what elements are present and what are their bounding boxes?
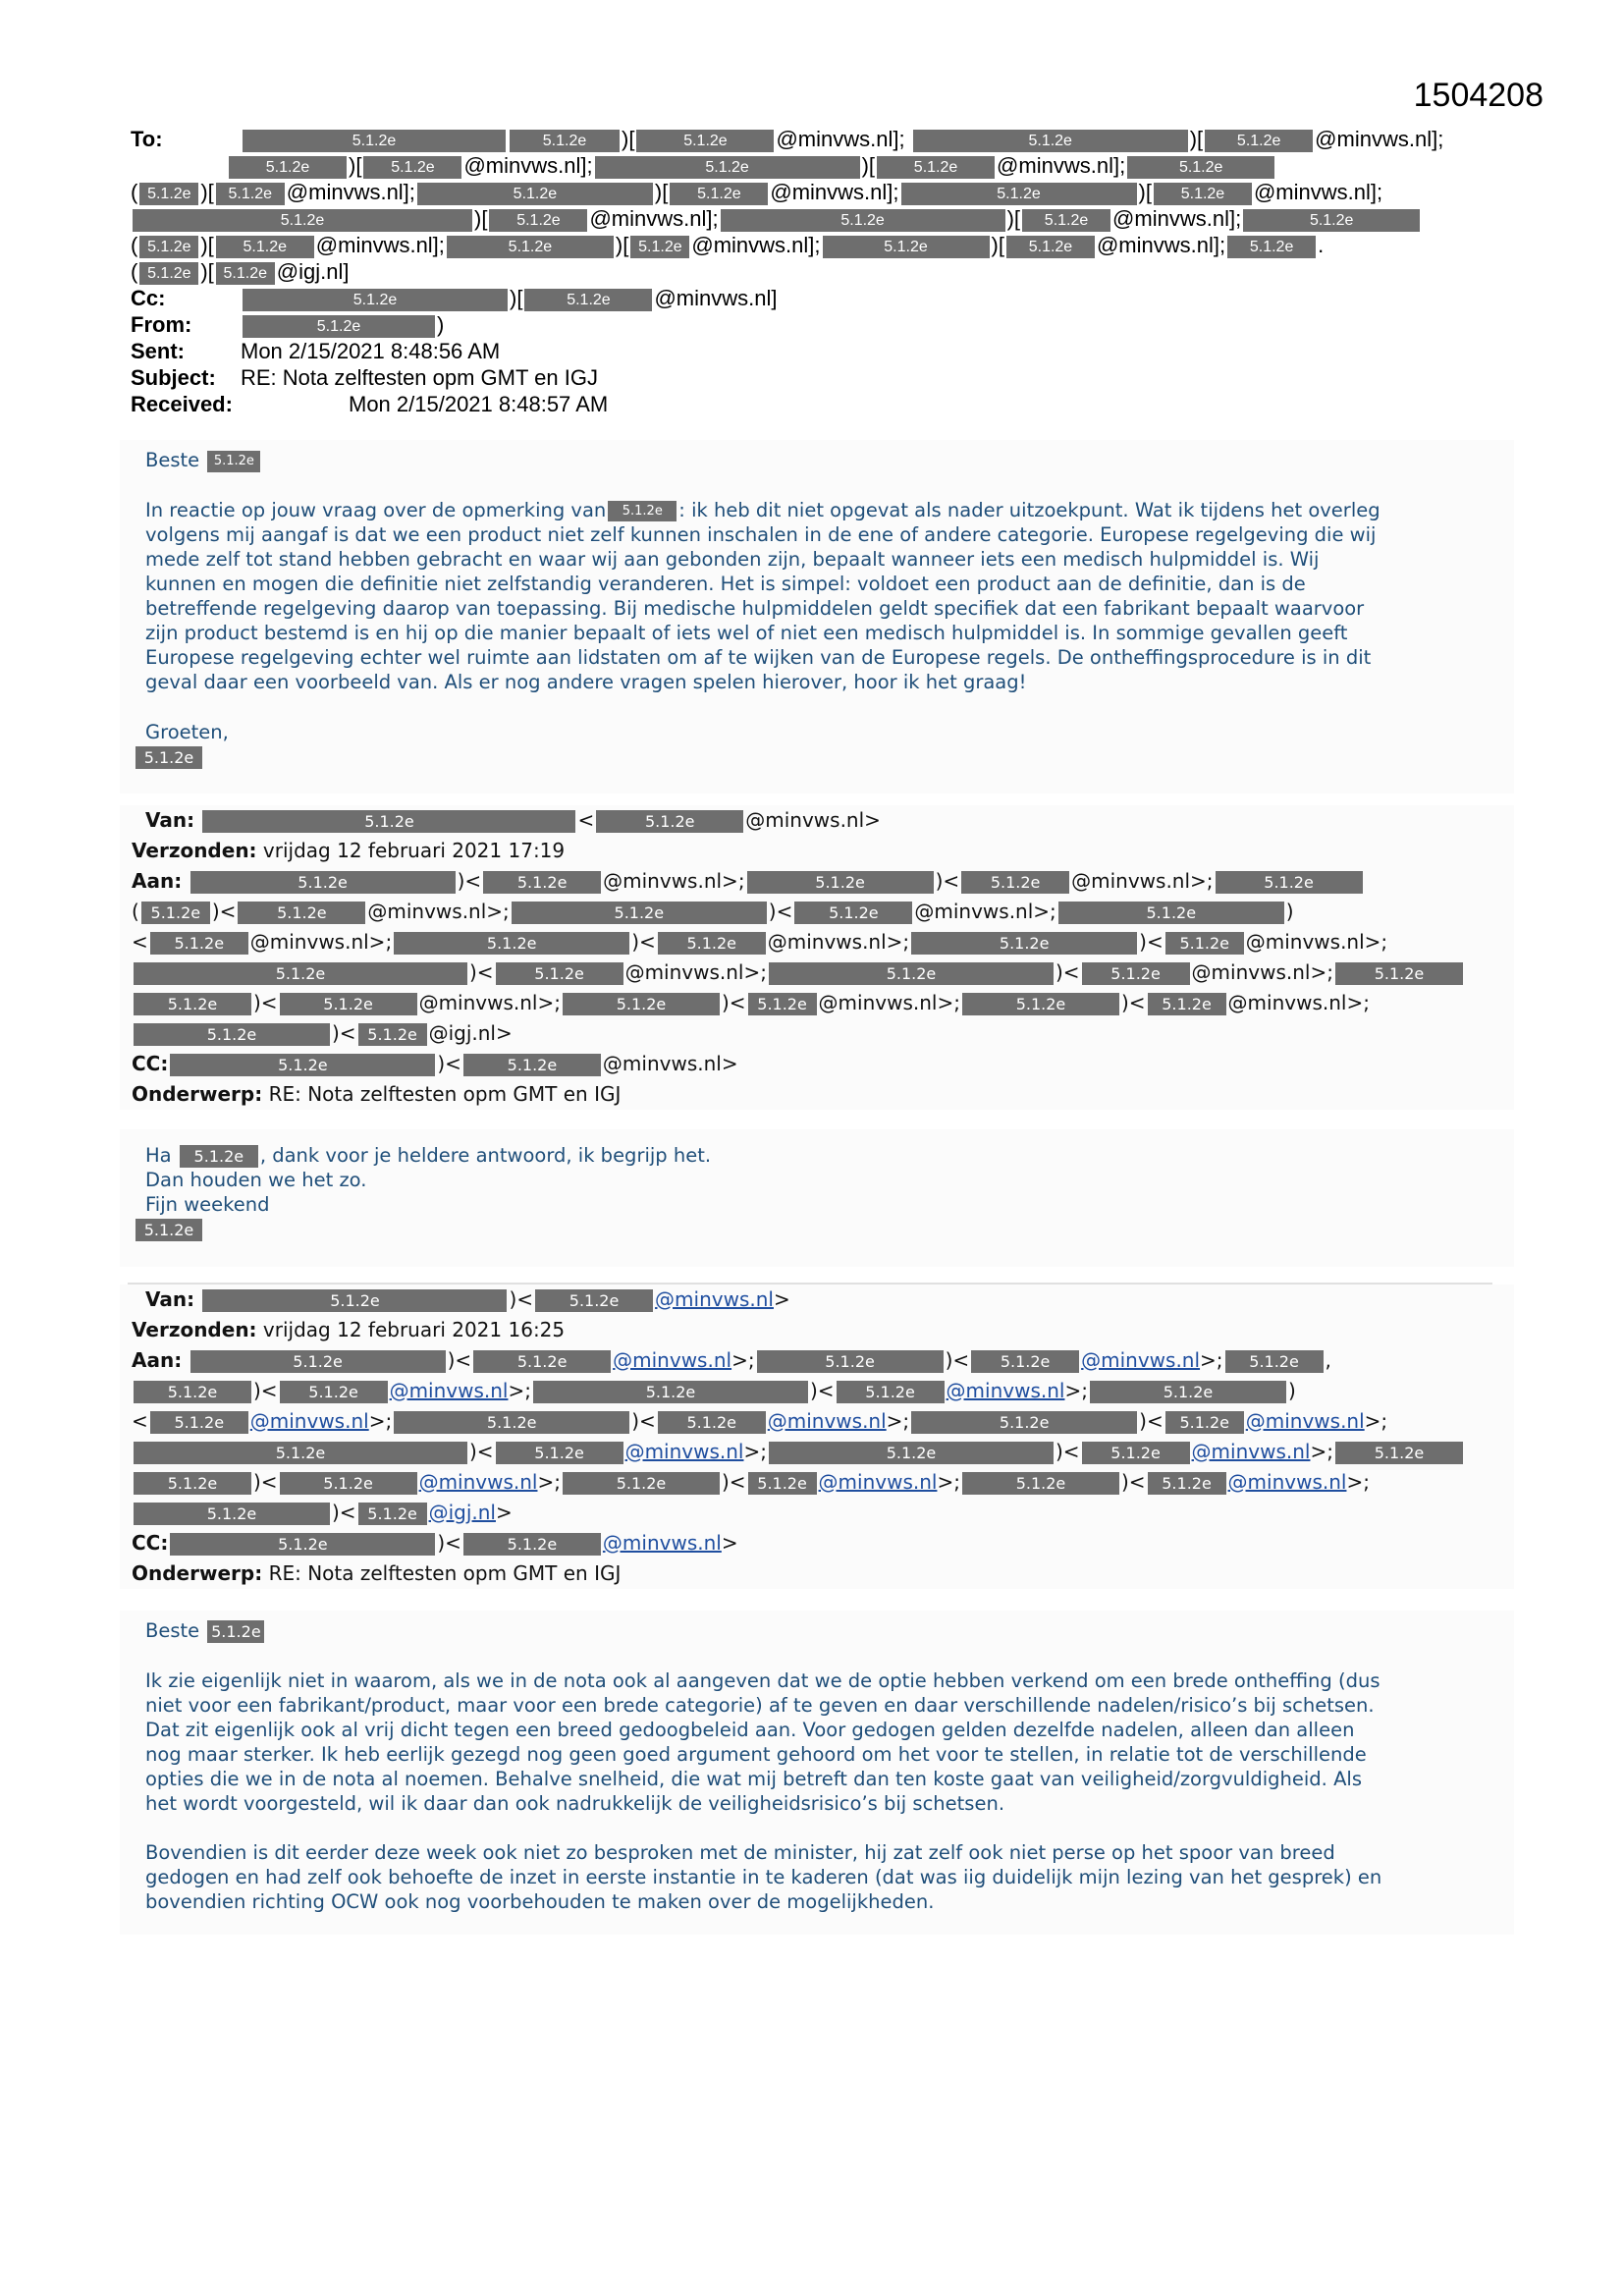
received-label: Received: bbox=[131, 392, 233, 416]
closing: Groeten, bbox=[145, 721, 229, 743]
redaction: 5.1.2e bbox=[202, 1289, 507, 1312]
message-body-2 bbox=[120, 1129, 1514, 1267]
redaction: 5.1.2e bbox=[496, 962, 623, 985]
email-domain: @minvws.nl]; bbox=[315, 233, 445, 257]
onderwerp-value: RE: Nota zelftesten opm GMT en IGJ bbox=[268, 1561, 622, 1585]
body-text: In reactie op jouw vraag over de opmerking van bbox=[145, 499, 607, 521]
redaction: 5.1.2e bbox=[134, 1381, 251, 1403]
email-domain: @minvws.nl]; bbox=[1112, 206, 1242, 231]
redaction: 5.1.2e bbox=[1243, 209, 1420, 232]
redaction: 5.1.2e bbox=[1058, 902, 1284, 924]
sent-label: Sent: bbox=[131, 339, 185, 363]
email-link[interactable]: @minvws.nl bbox=[767, 1409, 887, 1433]
email-domain: @minvws.nl]; bbox=[1315, 127, 1444, 151]
redaction: 5.1.2e bbox=[901, 183, 1137, 205]
body-text: zijn product bestemd is en hij op die manier bepaalt of iets wel of niet een medisch hulpmiddel is. In sommige gevallen geeft bbox=[145, 622, 1348, 644]
email-link[interactable]: @minvws.nl bbox=[1081, 1348, 1201, 1372]
email-domain: @minvws.nl>; bbox=[1071, 869, 1214, 893]
redaction: 5.1.2e bbox=[563, 993, 720, 1015]
redaction: 5.1.2e bbox=[134, 962, 467, 985]
redaction: 5.1.2e bbox=[150, 1411, 248, 1434]
redaction: 5.1.2e bbox=[496, 1442, 623, 1464]
redaction: 5.1.2e bbox=[394, 1411, 629, 1434]
redaction: 5.1.2e bbox=[133, 209, 472, 232]
verzonden-label: Verzonden: bbox=[132, 839, 257, 862]
email-link[interactable]: @minvws.nl bbox=[249, 1409, 369, 1433]
sent-row bbox=[131, 338, 1505, 364]
redaction: 5.1.2e bbox=[463, 1054, 601, 1076]
onderwerp-label: Onderwerp: bbox=[132, 1082, 263, 1106]
email-domain: @minvws.nl>; bbox=[249, 930, 393, 954]
redaction: 5.1.2e bbox=[139, 236, 198, 258]
redaction: 5.1.2e bbox=[595, 156, 860, 179]
redaction: 5.1.2e bbox=[139, 183, 198, 205]
body-text: mede zelf tot stand hebben gebracht en waar wij aan gebonden zijn, bepaalt wanneer iets een medisch hulpmiddel is. Wij bbox=[145, 548, 1320, 571]
email-domain: @minvws.nl]; bbox=[997, 153, 1126, 178]
redaction: 5.1.2e bbox=[1082, 1442, 1190, 1464]
redaction: 5.1.2e bbox=[911, 1411, 1137, 1434]
redaction: 5.1.2e bbox=[877, 156, 995, 179]
received-row bbox=[131, 391, 1505, 417]
email-domain: @igj.nl] bbox=[276, 259, 350, 284]
forward-header-2: Van: 5.1.2e < 5.1.2e @minvws.nl> Verzonden: vrijdag 12 februari 2021 17:19 Aan: 5.1.2e )< 5.1.2e @minvws.nl>; 5.1.2e )< 5.1.2e @minvws.nl>; 5.1.2e ( 5.1.2e )< 5.1.2e @minvws.nl>; 5.1.2e )< 5.1.2e @minvws.nl>; 5.1.2e ) < 5.1.2e @minvws.nl>; 5.1.2e )< 5.1.2e @minvws.nl>; 5.1.2e )< 5.1.2e @minvws.nl>; 5.1.2e )< 5.1.2e @minvws.nl>; 5.1.2e )< 5.1.2e @minvws.nl>; 5.1.2e 5.1.2e )< 5.1.2e @minvws.nl>; 5.1.2e )< 5.1.2e @minvws.nl>; 5.1.2e )< 5.1.2e @minvws.nl>; 5.1.2e )< 5.1.2e @igj.nl> CC: 5.1.2e )< 5.1.2e @minvws.nl> Onderwerp: RE: Nota zelftesten opm GMT en IGJ bbox=[120, 805, 1514, 1110]
message-body-1 bbox=[120, 440, 1514, 793]
redaction: 5.1.2e bbox=[1006, 236, 1095, 258]
cc-label: CC: bbox=[132, 1052, 169, 1075]
onderwerp-value: RE: Nota zelftesten opm GMT en IGJ bbox=[268, 1082, 622, 1106]
to-row: ( 5.1.2e )[ 5.1.2e @minvws.nl]; 5.1.2e )[ 5.1.2e @minvws.nl]; 5.1.2e )[ 5.1.2e @minvws.nl]; bbox=[131, 180, 1383, 204]
verzonden-value: vrijdag 12 februari 2021 17:19 bbox=[262, 839, 566, 862]
body-text: opties die we in de nota al noemen. Behalve snelheid, die wat mij betreft dan ten koste gaat van veiligheid/zorgvuldigheid. Als bbox=[145, 1768, 1362, 1790]
email-link[interactable]: @minvws.nl bbox=[1191, 1440, 1311, 1463]
redaction: 5.1.2e bbox=[134, 1023, 330, 1046]
redaction: 5.1.2e bbox=[358, 1503, 427, 1525]
email-domain: @minvws.nl>; bbox=[1245, 930, 1388, 954]
redaction: 5.1.2e bbox=[913, 130, 1188, 152]
email-domain: @minvws.nl>; bbox=[1191, 960, 1333, 984]
greeting: Beste bbox=[145, 449, 200, 471]
redaction: 5.1.2e bbox=[483, 871, 601, 894]
verzonden-label: Verzonden: bbox=[132, 1318, 257, 1341]
email-domain: @minvws.nl]; bbox=[463, 153, 593, 178]
redaction: 5.1.2e bbox=[630, 236, 689, 258]
redaction: 5.1.2e bbox=[417, 183, 653, 205]
email-link[interactable]: @minvws.nl bbox=[602, 1531, 722, 1555]
redaction: 5.1.2e bbox=[170, 1054, 435, 1076]
redaction: 5.1.2e bbox=[134, 1472, 251, 1495]
redaction: 5.1.2e bbox=[489, 209, 587, 232]
cc-label: CC: bbox=[132, 1531, 169, 1555]
redaction: 5.1.2e bbox=[134, 993, 251, 1015]
email-domain: @minvws.nl>; bbox=[624, 960, 767, 984]
redaction: 5.1.2e bbox=[463, 1533, 601, 1556]
redaction: 5.1.2e bbox=[563, 1472, 720, 1495]
redaction: 5.1.2e bbox=[139, 262, 198, 285]
redaction: 5.1.2e bbox=[769, 1442, 1054, 1464]
redaction: 5.1.2e bbox=[535, 1289, 653, 1312]
redaction: 5.1.2e bbox=[216, 236, 314, 258]
redaction: 5.1.2e bbox=[190, 1350, 446, 1373]
body-text: Ik zie eigenlijk niet in waarom, als we in de nota ook al aangeven dat we de optie hebben verkend om een brede ontheffing (dus bbox=[145, 1669, 1380, 1692]
subject-label: Subject: bbox=[131, 365, 216, 390]
body-text: het wordt voorgesteld, wil ik daar dan ook nadrukkelijk de veiligheidsrisico’s bij schetsen. bbox=[145, 1792, 1005, 1815]
redaction: 5.1.2e bbox=[596, 810, 743, 833]
subject-row bbox=[131, 364, 1505, 391]
redaction: 5.1.2e bbox=[748, 993, 817, 1015]
forward-header-3: Van: 5.1.2e )< 5.1.2e @minvws.nl> Verzonden: vrijdag 12 februari 2021 16:25 Aan: 5.1.2e )< 5.1.2e @minvws.nl>; 5.1.2e )< 5.1.2e @minvws.nl>; 5.1.2e , 5.1.2e )< 5.1.2e @minvws.nl>; 5.1.2e )< 5.1.2e @minvws.nl>; 5.1.2e ) < 5.1.2e @minvws.nl>; 5.1.2e )< 5.1.2e @minvws.nl>; 5.1.2e )< 5.1.2e @minvws.nl>; 5.1.2e )< 5.1.2e @minvws.nl>; 5.1.2e )< 5.1.2e @minvws.nl>; 5.1.2e 5.1.2e )< 5.1.2e @minvws.nl>; 5.1.2e )< 5.1.2e @minvws.nl>; 5.1.2e )< 5.1.2e @minvws.nl>; 5.1.2e )< 5.1.2e @igj.nl> CC: 5.1.2e )< 5.1.2e @minvws.nl> Onderwerp: RE: Nota zelftesten opm GMT en IGJ bbox=[120, 1285, 1514, 1589]
document-number: 1504208 bbox=[1413, 77, 1543, 114]
redaction: 5.1.2e bbox=[1148, 1472, 1226, 1495]
email-domain: @minvws.nl]; bbox=[770, 180, 899, 204]
aan-label: Aan: bbox=[132, 869, 183, 893]
email-domain: @minvws.nl>; bbox=[603, 869, 745, 893]
to-row: ( 5.1.2e )[ 5.1.2e @igj.nl] bbox=[131, 259, 350, 284]
redaction: 5.1.2e bbox=[141, 902, 210, 924]
redaction: 5.1.2e bbox=[510, 130, 620, 152]
email-domain: @minvws.nl]; bbox=[589, 206, 719, 231]
redaction: 5.1.2e bbox=[1165, 932, 1244, 955]
email-domain: @minvws.nl> bbox=[602, 1052, 738, 1075]
email-domain: @minvws.nl] bbox=[654, 286, 778, 310]
redaction: 5.1.2e bbox=[150, 932, 248, 955]
redaction: 5.1.2e bbox=[394, 932, 629, 955]
email-link[interactable]: @minvws.nl bbox=[655, 1287, 774, 1311]
redaction: 5.1.2e bbox=[135, 1219, 202, 1241]
redaction: 5.1.2e bbox=[207, 451, 260, 472]
redaction: 5.1.2e bbox=[748, 1472, 817, 1495]
redaction: 5.1.2e bbox=[1335, 1442, 1463, 1464]
body-text: Bovendien is dit eerder deze week ook niet zo besproken met de minister, hij zat zelf ook niet perse op het spoor van breed bbox=[145, 1841, 1335, 1864]
redaction: 5.1.2e bbox=[721, 209, 1005, 232]
email-link[interactable]: @minvws.nl bbox=[624, 1440, 744, 1463]
redaction: 5.1.2e bbox=[1205, 130, 1313, 152]
redaction: 5.1.2e bbox=[1335, 962, 1463, 985]
body-text: Europese regelgeving echter wel ruimte aan lidstaten om af te wijken van de Europese regels. De ontheffingsprocedure is in dit bbox=[145, 646, 1372, 669]
message-body-3 bbox=[120, 1611, 1514, 1935]
body-text: betreffende regelgeving daarop van toepassing. Bij medische hulpmiddelen geldt specifiek dat een fabrikant bepaalt waarvoor bbox=[145, 597, 1365, 620]
email-header bbox=[131, 126, 1505, 417]
email-link[interactable]: @igj.nl bbox=[428, 1501, 496, 1524]
redaction: 5.1.2e bbox=[280, 993, 417, 1015]
redaction: 5.1.2e bbox=[962, 1472, 1119, 1495]
redaction: 5.1.2e bbox=[823, 236, 990, 258]
redaction: 5.1.2e bbox=[207, 1620, 264, 1643]
redaction: 5.1.2e bbox=[170, 1533, 435, 1556]
van-label: Van: bbox=[145, 1287, 195, 1311]
redaction: 5.1.2e bbox=[190, 871, 456, 894]
redaction: 5.1.2e bbox=[794, 902, 912, 924]
body-text: volgens mij aangaf is dat we een product niet zelf kunnen inschalen in de ene of andere categorie. Europese regelgeving die wij bbox=[145, 523, 1377, 546]
onderwerp-label: Onderwerp: bbox=[132, 1561, 263, 1585]
received-value: Mon 2/15/2021 8:48:57 AM bbox=[349, 392, 609, 416]
greeting: Beste bbox=[145, 1619, 200, 1642]
body-text: Dat zit eigenlijk ook al vrij dicht tegen een breed gedoogbeleid aan. Voor gedogen gelden dezelfde nadelen, alleen dan alleen bbox=[145, 1719, 1355, 1741]
redaction: 5.1.2e bbox=[524, 289, 652, 311]
email-link[interactable]: @minvws.nl bbox=[613, 1348, 732, 1372]
redaction: 5.1.2e bbox=[229, 156, 347, 179]
redaction: 5.1.2e bbox=[216, 183, 285, 205]
redaction: 5.1.2e bbox=[608, 501, 677, 521]
redaction: 5.1.2e bbox=[1082, 962, 1190, 985]
email-link[interactable]: @minvws.nl bbox=[1245, 1409, 1365, 1433]
van-label: Van: bbox=[145, 808, 195, 832]
redaction: 5.1.2e bbox=[962, 993, 1119, 1015]
to-label: To: bbox=[131, 127, 163, 151]
email-domain: @minvws.nl> bbox=[745, 808, 881, 832]
redaction: 5.1.2e bbox=[911, 932, 1137, 955]
body-text: , dank voor je heldere antwoord, ik begrijp het. bbox=[259, 1144, 712, 1167]
redaction: 5.1.2e bbox=[238, 902, 365, 924]
redaction: 5.1.2e bbox=[358, 1023, 427, 1046]
to-row: 5.1.2e )[ 5.1.2e @minvws.nl]; 5.1.2e )[ 5.1.2e @minvws.nl]; 5.1.2e bbox=[131, 152, 1505, 179]
redaction: 5.1.2e bbox=[837, 1381, 945, 1403]
redaction: 5.1.2e bbox=[533, 1381, 808, 1403]
body-text: niet voor een fabrikant/product, maar voor een brede categorie) af te geven en daar verschillende nadelen/risico’s bij schetsen. bbox=[145, 1694, 1375, 1717]
body-text: nog maar sterker. Ik heb eerlijk gezegd nog geen goed argument gehoord om het voor te stellen, in relatie tot de verschillende bbox=[145, 1743, 1367, 1766]
email-link[interactable]: @minvws.nl bbox=[1227, 1470, 1347, 1494]
redaction: 5.1.2e bbox=[1154, 183, 1252, 205]
redaction: 5.1.2e bbox=[658, 1411, 766, 1434]
redaction: 5.1.2e bbox=[202, 810, 575, 833]
redaction: 5.1.2e bbox=[747, 871, 934, 894]
redaction: 5.1.2e bbox=[134, 1503, 330, 1525]
cc-label: Cc: bbox=[131, 286, 166, 310]
email-domain: @minvws.nl>; bbox=[418, 991, 561, 1014]
from-label: From: bbox=[131, 312, 192, 337]
redaction: 5.1.2e bbox=[1090, 1381, 1286, 1403]
email-domain: @minvws.nl>; bbox=[367, 900, 510, 923]
redaction: 5.1.2e bbox=[1165, 1411, 1244, 1434]
redaction: 5.1.2e bbox=[243, 130, 506, 152]
redaction: 5.1.2e bbox=[636, 130, 774, 152]
from-row: From: 5.1.2e ) bbox=[131, 312, 445, 337]
body-text: geval daar een voorbeeld van. Als er nog andere vragen spelen hierover, hoor ik het graag! bbox=[145, 671, 1027, 693]
subject-value: RE: Nota zelftesten opm GMT en IGJ bbox=[241, 365, 598, 390]
body-text: Ha bbox=[145, 1144, 172, 1167]
body-text: : ik heb dit niet opgevat als nader uitzoekpunt. Wat ik tijdens het overleg bbox=[678, 499, 1380, 521]
cc-row: Cc: 5.1.2e )[ 5.1.2e @minvws.nl] bbox=[131, 286, 778, 310]
email-domain: @minvws.nl]; bbox=[1253, 180, 1383, 204]
redaction: 5.1.2e bbox=[757, 1350, 944, 1373]
redaction: 5.1.2e bbox=[670, 183, 768, 205]
aan-label: Aan: bbox=[132, 1348, 183, 1372]
redaction: 5.1.2e bbox=[971, 1350, 1079, 1373]
to-row: To: 5.1.2e 5.1.2e )[ 5.1.2e @minvws.nl]; 5.1.2e )[ 5.1.2e @minvws.nl]; bbox=[131, 127, 1444, 151]
verzonden-value: vrijdag 12 februari 2021 16:25 bbox=[262, 1318, 566, 1341]
email-link[interactable]: @minvws.nl bbox=[389, 1379, 509, 1402]
redaction: 5.1.2e bbox=[473, 1350, 611, 1373]
redaction: 5.1.2e bbox=[658, 932, 766, 955]
redaction: 5.1.2e bbox=[134, 1442, 467, 1464]
body-text: gedogen en had zelf ook behoefte de inzet in eerste instantie in te kaderen (dat was iig duidelijk mijn lezing van het gesprek) en bbox=[145, 1866, 1382, 1888]
email-domain: @minvws.nl]; bbox=[776, 127, 905, 151]
redaction: 5.1.2e bbox=[512, 902, 767, 924]
email-domain: @minvws.nl]; bbox=[286, 180, 415, 204]
redaction: 5.1.2e bbox=[1225, 1350, 1324, 1373]
redaction: 5.1.2e bbox=[243, 315, 435, 338]
email-domain: @minvws.nl>; bbox=[818, 991, 960, 1014]
email-domain: @minvws.nl>; bbox=[1227, 991, 1370, 1014]
email-domain: @igj.nl> bbox=[428, 1021, 513, 1045]
body-text: kunnen en mogen die definitie niet zelfstandig veranderen. Het is simpel: voldoet een product aan de definitie, dan is de bbox=[145, 573, 1306, 595]
email-link[interactable]: @minvws.nl bbox=[946, 1379, 1065, 1402]
to-row: ( 5.1.2e )[ 5.1.2e @minvws.nl]; 5.1.2e )[ 5.1.2e @minvws.nl]; 5.1.2e )[ 5.1.2e @minvws.nl]; 5.1.2e . bbox=[131, 233, 1325, 257]
redaction: 5.1.2e bbox=[135, 746, 202, 769]
redaction: 5.1.2e bbox=[1022, 209, 1110, 232]
email-domain: @minvws.nl>; bbox=[767, 930, 910, 954]
email-link[interactable]: @minvws.nl bbox=[818, 1470, 938, 1494]
sent-value: Mon 2/15/2021 8:48:56 AM bbox=[241, 339, 501, 363]
redaction: 5.1.2e bbox=[243, 289, 508, 311]
body-text: bovendien richting OCW ook nog voorbehouden te maken over de mogelijkheden. bbox=[145, 1890, 935, 1913]
redaction: 5.1.2e bbox=[216, 262, 275, 285]
to-row: 5.1.2e )[ 5.1.2e @minvws.nl]; 5.1.2e )[ 5.1.2e @minvws.nl]; 5.1.2e bbox=[131, 205, 1505, 232]
redaction: 5.1.2e bbox=[1216, 871, 1363, 894]
redaction: 5.1.2e bbox=[1148, 993, 1226, 1015]
redaction: 5.1.2e bbox=[1127, 156, 1274, 179]
body-text: Fijn weekend bbox=[145, 1193, 270, 1216]
email-link[interactable]: @minvws.nl bbox=[418, 1470, 538, 1494]
redaction: 5.1.2e bbox=[363, 156, 461, 179]
redaction: 5.1.2e bbox=[180, 1145, 258, 1168]
redaction: 5.1.2e bbox=[1227, 236, 1316, 258]
redaction: 5.1.2e bbox=[280, 1472, 417, 1495]
email-domain: @minvws.nl>; bbox=[914, 900, 1056, 923]
redaction: 5.1.2e bbox=[961, 871, 1069, 894]
redaction: 5.1.2e bbox=[447, 236, 614, 258]
email-domain: @minvws.nl]; bbox=[691, 233, 821, 257]
redaction: 5.1.2e bbox=[280, 1381, 388, 1403]
email-domain: @minvws.nl]; bbox=[1096, 233, 1226, 257]
redaction: 5.1.2e bbox=[769, 962, 1054, 985]
body-text: Dan houden we het zo. bbox=[145, 1169, 367, 1191]
